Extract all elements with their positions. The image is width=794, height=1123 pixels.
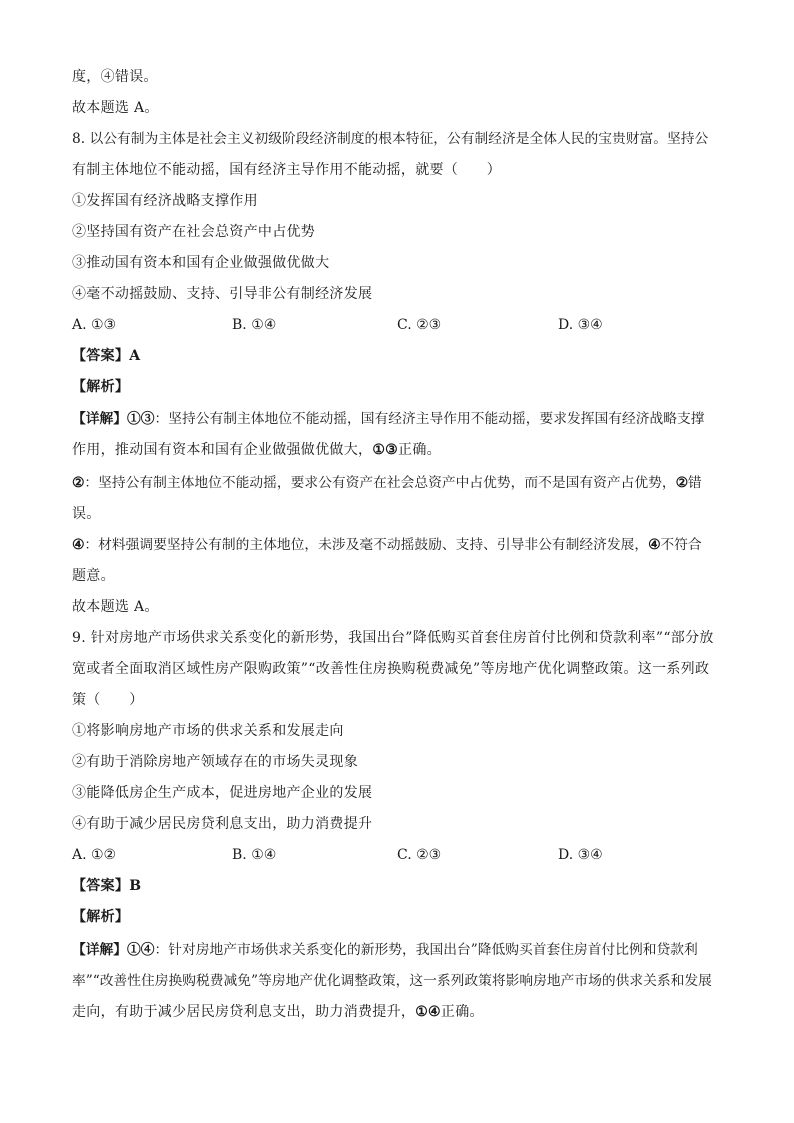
analysis-label	[72, 378, 722, 396]
answer-label-text: 【答案】A	[72, 348, 141, 364]
option-c: C. ②③	[397, 847, 442, 863]
explanation-text: 错	[687, 475, 702, 491]
explanation-line: 误。	[72, 506, 101, 522]
statement-2: ②坚持国有资产在社会总资产中占优势	[72, 224, 316, 240]
explanation-line	[72, 941, 722, 959]
statement-4: ④有助于减少居民房贷利息支出，助力消费提升	[72, 816, 373, 832]
statement-3: ③推动国有资本和国有企业做强做优做大	[72, 255, 330, 271]
analysis-label-text: 【解析】	[72, 909, 130, 925]
explanation-text: 正确。	[440, 1004, 484, 1020]
answer-label	[72, 347, 722, 365]
explanation-line	[72, 536, 722, 554]
explanation-text: ：坚持公有制主体地位不能动摇，要求公有资产在社会总资产中占优势，而不是国有资产占优势，	[84, 475, 676, 491]
option-d: D. ③④	[558, 317, 603, 333]
marker: ①④	[415, 1004, 441, 1020]
option-d: D. ③④	[558, 847, 603, 863]
analysis-label	[72, 908, 722, 926]
question-9-stem: 9. 针对房地产市场供求关系变化的新形势，我国出台”降低购买首套住房首付比例和贷款利率”“部分放	[72, 630, 714, 646]
analysis-label-text: 【解析】	[72, 379, 130, 395]
explanation-text: ：针对房地产市场供求关系变化的新形势，我国出台”降低购买首套住房首付比例和贷款利	[154, 942, 698, 958]
text-line: 度，④错误。	[72, 69, 158, 85]
statement-4: ④毫不动摇鼓励、支持、引导非公有制经济发展	[72, 286, 373, 302]
explanation-text: 正确。	[398, 442, 441, 458]
marker: ④	[648, 537, 661, 553]
explanation-text: ：材料强调要坚持公有制的主体地位，未涉及毫不动摇鼓励、支持、引导非公有制经济发展，	[84, 537, 649, 553]
explanation-text: 作用，推动国有资本和国有企业做强做优做大，	[72, 442, 373, 458]
marker: ④	[72, 537, 85, 553]
explanation-line: 率”“改善性住房换购税费减免”等房地产优化调整政策，这一系列政策将影响房地产市场的供求关系和发展	[72, 973, 712, 989]
explanation-line	[72, 1003, 722, 1021]
marker: ②	[72, 475, 85, 491]
statement-3: ③能降低房企生产成本，促进房地产企业的发展	[72, 785, 373, 801]
question-8-stem: 有制主体地位不能动摇，国有经济主导作用不能动摇，就要（ ）	[72, 162, 501, 178]
option-b: B. ①④	[232, 847, 277, 863]
answer-label	[72, 877, 722, 895]
option-a: A. ①③	[72, 317, 117, 333]
text-line: 故本题选 A。	[72, 100, 159, 116]
explanation-line	[72, 410, 722, 428]
marker: ①③	[372, 442, 399, 458]
explanation-line	[72, 474, 722, 492]
answer-label-text: 【答案】B	[72, 878, 142, 894]
option-b: B. ①④	[232, 317, 277, 333]
detail-tag: 【详解】①④	[72, 942, 155, 958]
question-8-stem: 8. 以公有制为主体是社会主义初级阶段经济制度的根本特征，公有制经济是全体人民的宝贵财富。坚持公	[72, 131, 709, 147]
detail-tag: 【详解】①③	[72, 411, 155, 427]
explanation-text: 走向，有助于减少居民房贷利息支出，助力消费提升，	[72, 1004, 416, 1020]
statement-1: ①发挥国有经济战略支撑作用	[72, 193, 258, 209]
choose-line: 故本题选 A。	[72, 599, 159, 615]
question-9-stem: 宽或者全面取消区域性房产限购政策”“改善性住房换购税费减免”等房地产优化调整政策。这一系列政	[72, 661, 710, 677]
question-9-stem: 策（ ）	[72, 692, 144, 708]
marker: ②	[675, 475, 688, 491]
option-c: C. ②③	[397, 317, 442, 333]
explanation-text: ：坚持公有制主体地位不能动摇，国有经济主导作用不能动摇，要求发挥国有经济战略支撑	[154, 411, 705, 427]
statement-1: ①将影响房地产市场的供求关系和发展走向	[72, 723, 344, 739]
explanation-line: 题意。	[72, 568, 115, 584]
explanation-line	[72, 441, 722, 459]
explanation-text: 不符合	[660, 537, 702, 553]
statement-2: ②有助于消除房地产领域存在的市场失灵现象	[72, 754, 358, 770]
option-a: A. ①②	[72, 847, 117, 863]
